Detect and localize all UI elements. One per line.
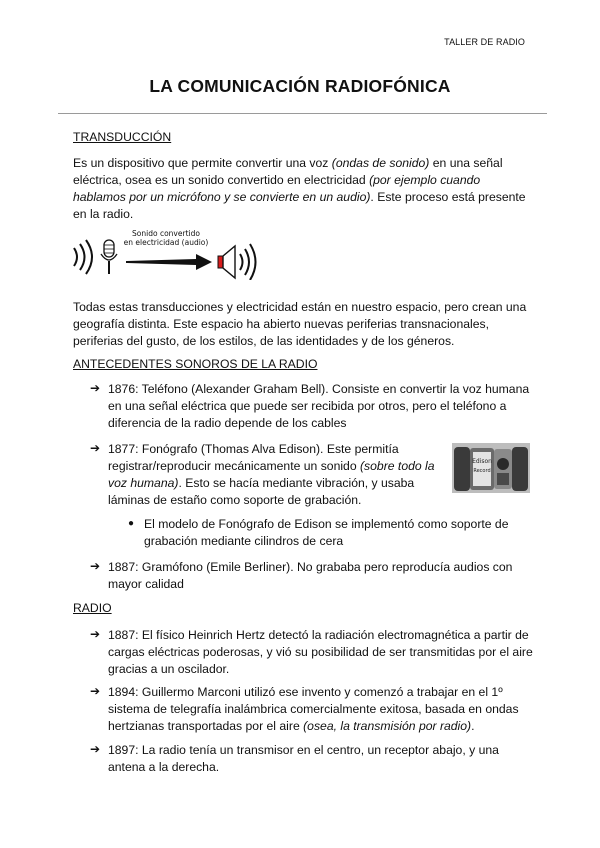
transduction-diagram-svg: [70, 228, 270, 280]
geografia-paragraph: Todas estas transducciones y electricidad están en nuestro espacio, pero crean una geografía distinta. Este espacio ha abierto nuevas periferias transnacionales, periferias del gusto, de los estilos, de las identidades y de los géneros.: [73, 300, 527, 348]
header-label: TALLER DE RADIO: [444, 37, 525, 47]
text-run: .: [471, 719, 475, 733]
text-run: . Esto se hacía mediante vibración, y usaba láminas de estaño como soporte de grabación.: [108, 476, 415, 507]
diagram-label-line1: Sonido convertido: [132, 229, 200, 238]
arrow-bullet-icon: ➔: [90, 742, 101, 756]
diagram-label-line2: en electricidad (audio): [123, 238, 209, 247]
phonograph-image: [452, 443, 530, 493]
sound-waves-right-icon: [240, 244, 256, 280]
text-run: 1894: Guillermo Marconi utilizó ese invento y comenzó a trabajar en el 1º sistema de telegrafía inalámbrica comercialmente exitosa, basada en ondas hertzianas transportadas por el aire: [108, 685, 519, 733]
text-run: Es un dispositivo que permite convertir una voz: [73, 156, 332, 170]
arrow-bullet-icon: ➔: [90, 441, 101, 455]
arrow-bullet-icon: ➔: [90, 627, 101, 641]
speaker-icon: [218, 246, 235, 278]
list-item-fonografo: [108, 441, 438, 509]
list-item-marconi: [108, 684, 533, 735]
sub-item-cilindros: El modelo de Fonógrafo de Edison se implementó como soporte de grabación mediante cilindros de cera: [144, 517, 509, 548]
page-title: LA COMUNICACIÓN RADIOFÓNICA: [149, 76, 451, 96]
transduccion-paragraph: [73, 155, 533, 223]
text-run-italic: (ondas de sonido): [331, 156, 430, 170]
text-run: en una señal eléctrica, osea es un sonido convertido en electricidad: [73, 156, 503, 187]
transduction-diagram: [70, 228, 270, 280]
round-bullet-icon: ●: [128, 518, 135, 529]
conversion-arrow-icon: [126, 254, 212, 270]
text-run: 1877: Fonógrafo (Thomas Alva Edison). Este permitía registrar/reproducir mecánicamente un sonido: [108, 442, 399, 473]
title-divider: [58, 113, 547, 114]
text-run-italic: (osea, la transmisión por radio): [303, 719, 472, 733]
list-item-telefono: 1876: Teléfono (Alexander Graham Bell). Consiste en convertir la voz humana en una señal eléctrica que puede ser recibida por otros, pero el teléfono a diferencia de la radio depende de los cables: [108, 382, 530, 430]
text-run-italic: (sobre todo la voz humana): [108, 459, 435, 490]
section-heading-transduccion: TRANSDUCCIÓN: [73, 130, 172, 144]
list-item-gramofono: 1887: Gramófono (Emile Berliner). No grababa pero reproducía audios con mayor calidad: [108, 560, 513, 591]
arrow-bullet-icon: ➔: [90, 684, 101, 698]
text-run-italic: (por ejemplo cuando hablamos por un micrófono y se convierte en un audio): [73, 173, 481, 204]
sound-waves-left-icon: [74, 240, 92, 274]
phonograph-cylinders-illustration: [452, 443, 530, 493]
list-item-hertz: 1887: El físico Heinrich Hertz detectó la radiación electromagnética a partir de cargas eléctricas poderosas, y vió su posibilidad de ser transmitidas por el aire gracias a un oscilador.: [108, 628, 533, 676]
section-heading-antecedentes: ANTECEDENTES SONOROS DE LA RADIO: [73, 357, 318, 371]
image-text-record: Record: [473, 468, 491, 474]
microphone-icon: [101, 240, 117, 274]
list-item-radio-1897: 1897: La radio tenía un transmisor en el centro, un receptor abajo, y una antena a la derecha.: [108, 743, 499, 774]
text-run: . Este proceso está presente en la radio.: [73, 190, 526, 221]
section-heading-radio: RADIO: [73, 601, 112, 615]
arrow-bullet-icon: ➔: [90, 381, 101, 395]
arrow-bullet-icon: ➔: [90, 559, 101, 573]
image-text-edison: Edison: [472, 458, 492, 465]
